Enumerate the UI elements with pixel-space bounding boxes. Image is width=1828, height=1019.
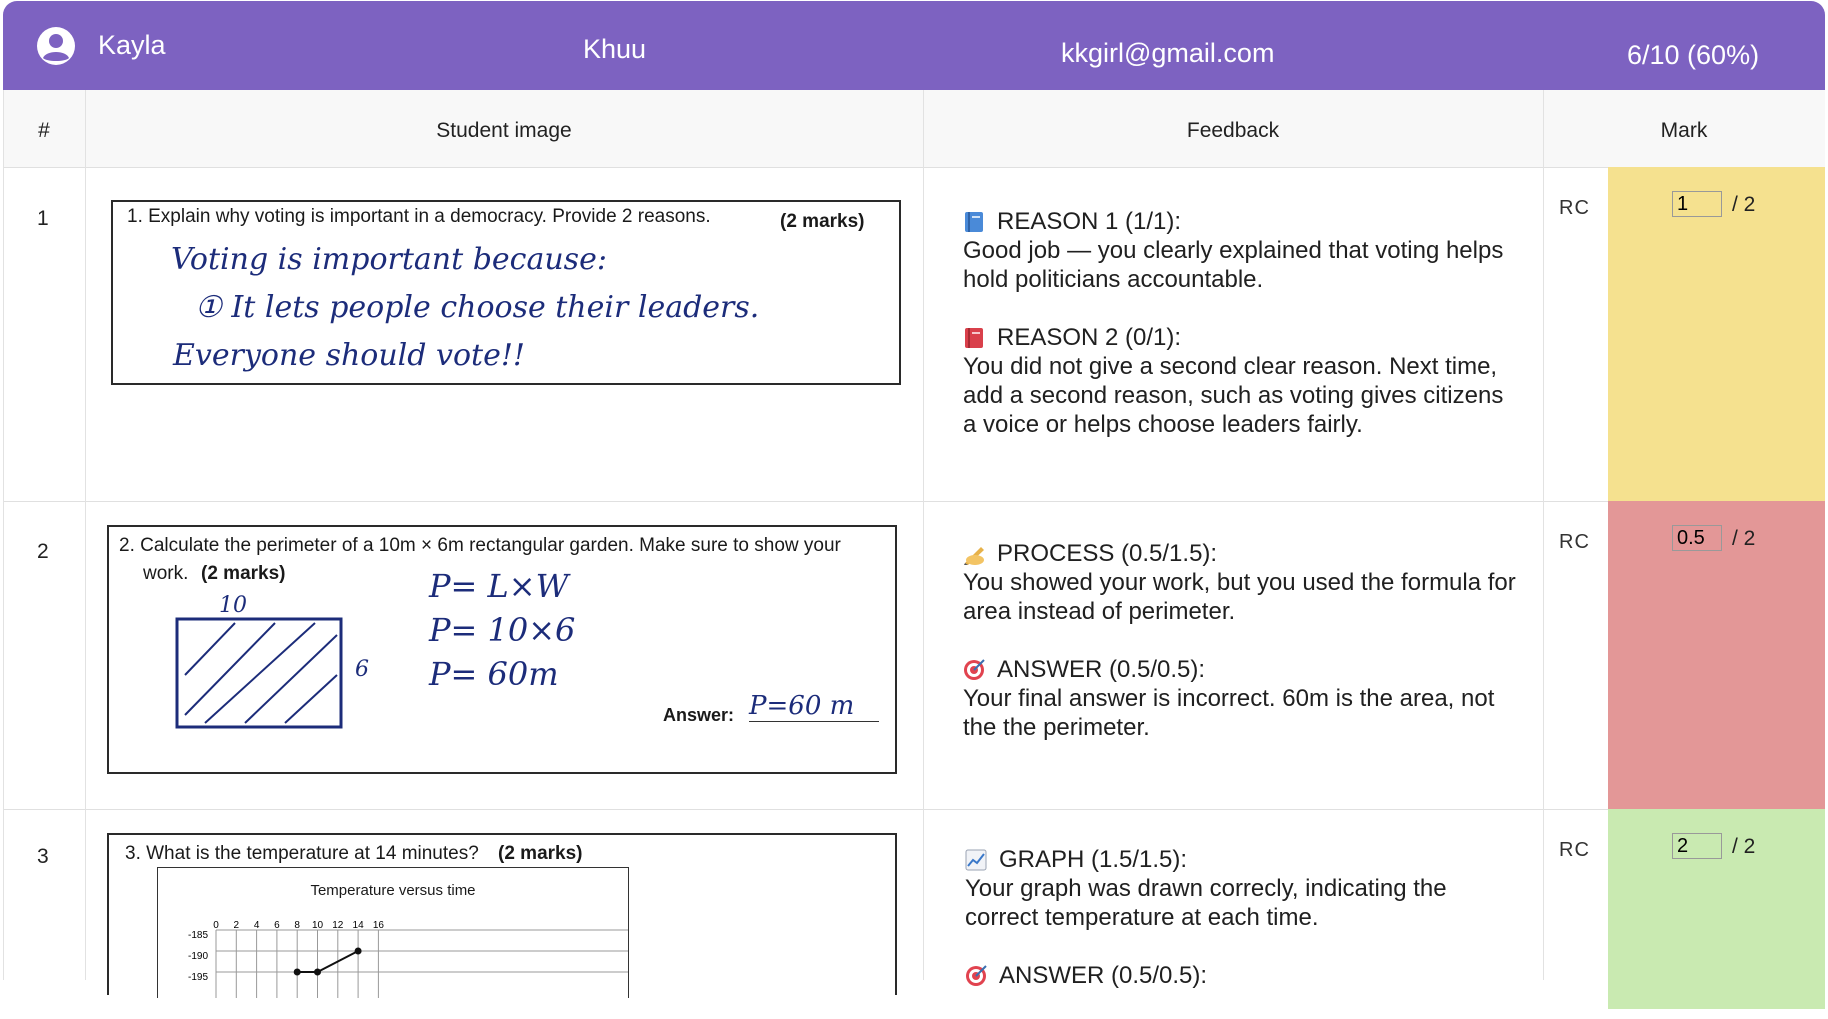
- x-tick-label: 4: [253, 920, 260, 931]
- series-line: [297, 951, 358, 972]
- question-number: 1: [37, 207, 49, 230]
- feedback-text: [963, 539, 1523, 771]
- feedback-body: Your final answer is incorrect. 60m is the area, not the the perimeter.: [963, 685, 1495, 741]
- question-number: 3: [37, 845, 49, 868]
- table-header: [3, 90, 1825, 168]
- handwritten-answer: P=60 m: [749, 691, 879, 722]
- chart-title: Temperature versus time: [310, 882, 476, 899]
- question-marks: (2 marks): [498, 843, 583, 864]
- y-tick-label: -190: [187, 951, 208, 962]
- target-icon: [963, 659, 985, 681]
- table-row: [3, 167, 1825, 502]
- x-tick-label: 8: [294, 920, 300, 931]
- question-text: 3. What is the temperature at 14 minutes?: [125, 843, 479, 864]
- feedback-heading: ANSWER (0.5/0.5):: [997, 656, 1206, 683]
- rc-label: RC: [1559, 197, 1590, 219]
- feedback-item: [963, 539, 1523, 626]
- student-image: [107, 525, 897, 774]
- x-tick-label: 6: [274, 920, 280, 931]
- question-text-line2: work.: [143, 563, 189, 584]
- x-tick-label: 10: [311, 920, 324, 931]
- data-point: [294, 969, 301, 976]
- feedback-body: You did not give a second clear reason. Next time, add a second reason, such as voting gives citizens a voice or helps choose leaders fairly.: [963, 353, 1504, 438]
- feedback-item: [963, 207, 1523, 294]
- student-first-name: Kayla: [98, 30, 166, 60]
- column-divider: [923, 90, 924, 980]
- handwritten-height: 6: [355, 657, 369, 682]
- y-tick-label: -195: [187, 972, 208, 983]
- table-row: [3, 501, 1825, 810]
- feedback-heading: PROCESS (0.5/1.5):: [997, 540, 1218, 567]
- column-divider: [3, 90, 4, 980]
- writing-hand-icon: [963, 543, 985, 565]
- feedback-body: Good job — you clearly explained that voting helps hold politicians accountable.: [963, 237, 1504, 293]
- graph-paper: [157, 867, 629, 998]
- question-number: 2: [37, 540, 49, 563]
- x-tick-label: 16: [372, 920, 384, 931]
- x-tick-label: 0: [213, 920, 219, 931]
- student-image: [107, 833, 897, 995]
- mark-total: / 2: [1732, 835, 1756, 858]
- student-email: kkgirl@gmail.com: [1061, 38, 1275, 68]
- feedback-item: [965, 961, 1525, 990]
- temperature-chart: [158, 868, 628, 998]
- grading-table: [3, 90, 1825, 989]
- mark-total: / 2: [1732, 193, 1756, 216]
- x-tick-label: 14: [352, 920, 364, 931]
- handwritten-line: Everyone should vote!!: [173, 338, 525, 373]
- mark-cell: [1608, 501, 1825, 809]
- handwritten-width: 10: [219, 593, 247, 618]
- question-marks: (2 marks): [201, 563, 286, 584]
- column-header-student-image: Student image: [436, 119, 572, 142]
- column-divider: [85, 90, 86, 980]
- feedback-heading: ANSWER (0.5/0.5):: [999, 962, 1208, 989]
- feedback-heading: GRAPH (1.5/1.5):: [999, 846, 1188, 873]
- y-tick-label: -185: [187, 930, 208, 941]
- blue-book-icon: [963, 211, 985, 233]
- student-score: 6/10 (60%): [1627, 40, 1760, 70]
- x-tick-label: 12: [332, 920, 344, 931]
- target-icon: [965, 965, 987, 987]
- handwritten-line: P= L×W: [429, 567, 569, 605]
- rectangle-sketch: [175, 615, 345, 729]
- answer-label: Answer:: [663, 705, 735, 725]
- handwritten-line: ① It lets people choose their leaders.: [195, 290, 760, 325]
- chart-increasing-icon: [965, 849, 987, 871]
- feedback-item: [965, 845, 1525, 932]
- handwritten-line: P= 10×6: [429, 611, 576, 649]
- data-point: [314, 969, 321, 976]
- feedback-text: [963, 207, 1523, 468]
- student-last-name: Khuu: [583, 34, 647, 64]
- column-header-feedback: Feedback: [1186, 119, 1280, 142]
- mark-cell: [1608, 809, 1825, 1009]
- data-point: [355, 948, 362, 955]
- feedback-body: You showed your work, but you used the formula for area instead of perimeter.: [963, 569, 1516, 625]
- rc-label: RC: [1559, 839, 1590, 861]
- column-header-number: #: [38, 119, 50, 142]
- column-header-mark: Mark: [1660, 119, 1708, 142]
- feedback-item: [963, 323, 1523, 439]
- mark-input[interactable]: [1672, 833, 1722, 859]
- student-header: [3, 1, 1825, 90]
- mark-total: / 2: [1732, 527, 1756, 550]
- rc-label: RC: [1559, 531, 1590, 553]
- x-tick-label: 2: [233, 920, 240, 931]
- mark-input[interactable]: [1672, 525, 1722, 551]
- feedback-heading: REASON 2 (0/1):: [997, 324, 1182, 351]
- question-marks: (2 marks): [780, 211, 865, 232]
- account-circle-icon: [36, 26, 76, 66]
- table-row: [3, 809, 1825, 1009]
- feedback-item: [963, 655, 1523, 742]
- feedback-body: Your graph was drawn correcly, indicating the correct temperature at each time.: [965, 875, 1447, 931]
- question-text: 1. Explain why voting is important in a democracy. Provide 2 reasons.: [127, 206, 711, 227]
- red-book-icon: [963, 327, 985, 349]
- mark-input[interactable]: [1672, 191, 1722, 217]
- question-text: 2. Calculate the perimeter of a 10m × 6m rectangular garden. Make sure to show your: [119, 535, 841, 556]
- mark-cell: [1608, 167, 1825, 501]
- feedback-heading: REASON 1 (1/1):: [997, 208, 1182, 235]
- student-image: [111, 200, 901, 385]
- handwritten-line: Voting is important because:: [171, 242, 607, 277]
- handwritten-line: P= 60m: [429, 655, 559, 693]
- column-divider: [1543, 90, 1544, 980]
- feedback-text: [965, 845, 1525, 1019]
